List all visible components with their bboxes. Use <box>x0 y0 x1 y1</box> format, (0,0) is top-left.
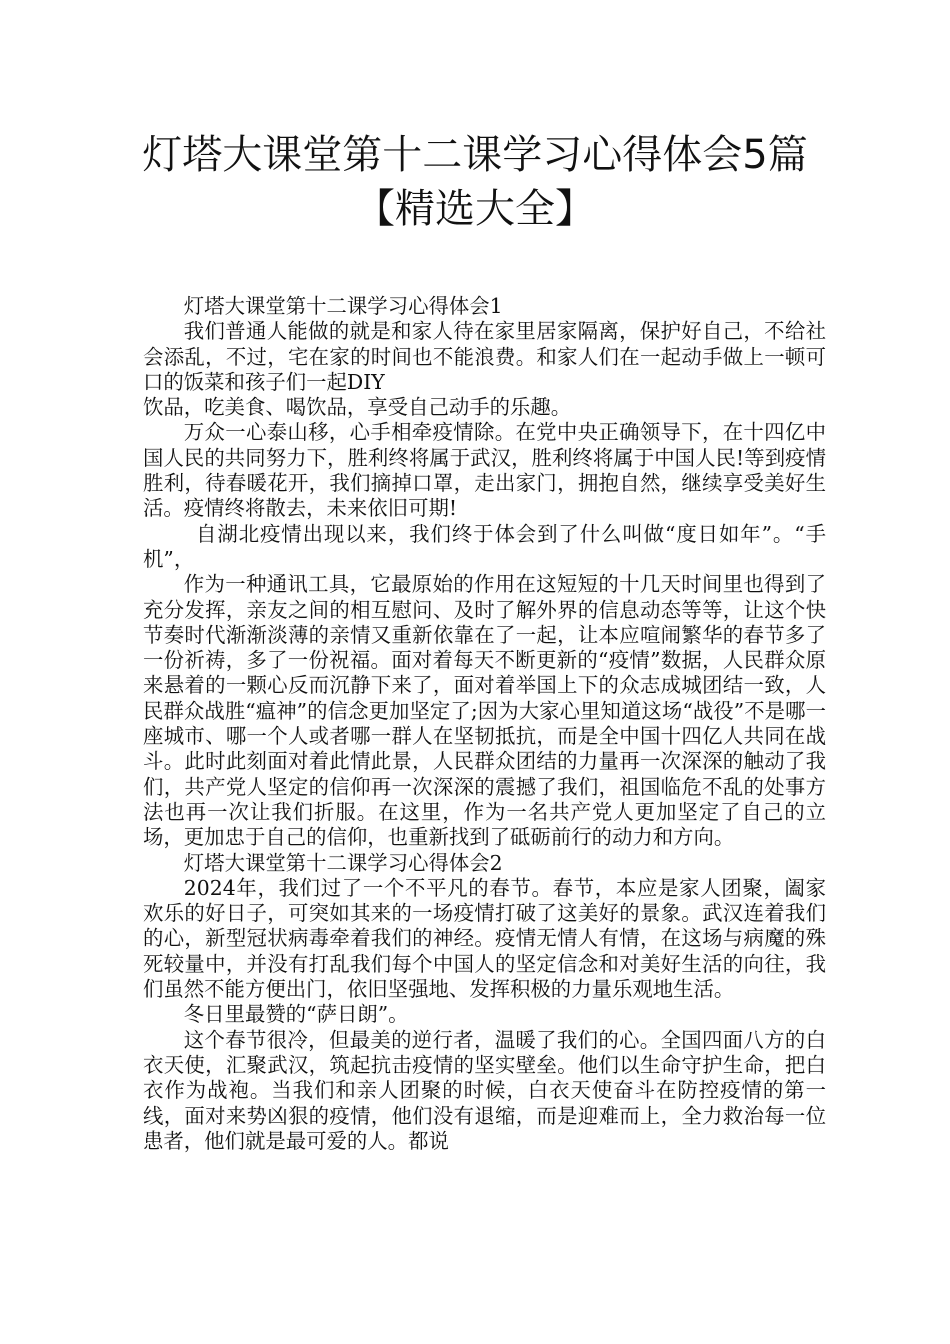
paragraph: 万众一心泰山移，心手相牵疫情除。在党中央正确领导下，在十四亿中国人民的共同努力下，胜利终将属于武汉，胜利终将属于中国人民!等到疫情胜利，待春暖花开，我们摘掉口罩，走出家门，拥抱自然，继续享受美好生活。疫情终将散去，未来依旧可期! <box>143 420 826 521</box>
paragraph: 我们普通人能做的就是和家人待在家里居家隔离，保护好自己，不给社会添乱，不过，宅在家的时间也不能浪费。和家人们在一起动手做上一顿可口的饭菜和孩子们一起DIY <box>143 319 826 394</box>
paragraph: 作为一种通讯工具，它最原始的作用在这短短的十几天时间里也得到了充分发挥，亲友之间的相互慰问、及时了解外界的信息动态等等，让这个快节奏时代渐渐淡薄的亲情又重新依靠在了一起，让本应喧闹繁华的春节多了一份祈祷，多了一份祝福。面对着每天不断更新的“疫情”数据，人民群众原来悬着的一颗心反而沉静下来了，面对着举国上下的众志成城团结一致，人民群众战胜“瘟神”的信念更加坚定了;因为大家心里知道这场“战役”不是哪一座城市、哪一个人或者哪一群人在坚韧抵抗，而是全中国十四亿人共同在战斗。此时此刻面对着此情此景，人民群众团结的力量再一次深深的触动了我们，共产党人坚定的信仰再一次深深的震撼了我们，祖国临危不乱的处事方法也再一次让我们折服。在这里，作为一名共产党人更加坚定了自己的立场，更加忠于自己的信仰，也重新找到了砥砺前行的动力和方向。 <box>143 572 826 850</box>
paragraph: 2024年，我们过了一个不平凡的春节。春节，本应是家人团聚，阖家欢乐的好日子，可突如其来的一场疫情打破了这美好的景象。武汉连着我们的心，新型冠状病毒牵着我们的神经。疫情无情人有情，在这场与病魔的殊死较量中，并没有打乱我们每个中国人的坚定信念和对美好生活的向往，我们虽然不能方便出门，依旧坚强地、发挥积极的力量乐观地生活。 <box>143 875 826 1002</box>
title-line-1: 灯塔大课堂第十二课学习心得体会5篇 <box>142 132 808 178</box>
document-title <box>100 128 850 236</box>
section-heading-1: 灯塔大课堂第十二课学习心得体会1 <box>183 294 503 318</box>
title-line-2: 【精选大全】 <box>355 186 595 232</box>
paragraph: 冬日里最赞的“萨日朗”。 <box>183 1002 409 1027</box>
paragraph: 这个春节很冷，但最美的逆行者，温暖了我们的心。全国四面八方的白衣天使，汇聚武汉，筑起抗击疫情的坚实壁垒。他们以生命守护生命，把白衣作为战袍。当我们和亲人团聚的时候，白衣天使奋斗在防控疫情的第一线，面对来势凶狠的疫情，他们没有退缩，而是迎难而上，全力救治每一位患者，他们就是最可爱的人。都说 <box>143 1027 826 1153</box>
section-heading-2: 灯塔大课堂第十二课学习心得体会2 <box>183 850 503 875</box>
paragraph: 自湖北疫情出现以来，我们终于体会到了什么叫做“度日如年”。“手机”， <box>143 521 826 571</box>
document-body <box>143 294 826 1154</box>
paragraph: 饮品，吃美食、喝饮品，享受自己动手的乐趣。 <box>143 395 572 420</box>
